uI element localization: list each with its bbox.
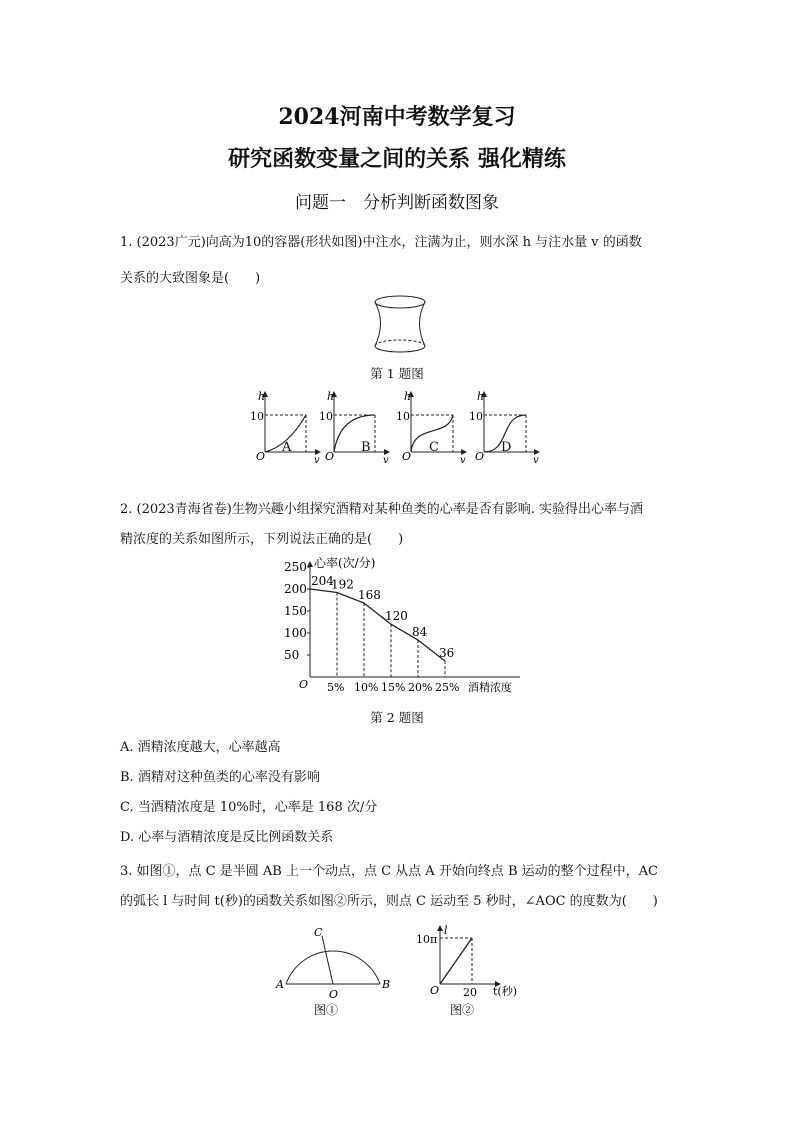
fig1-caption: 图①: [314, 1003, 339, 1017]
x-tick-label: 15%: [381, 681, 406, 694]
svg-text:v: v: [460, 455, 466, 466]
chart-xlabel: 酒精浓度: [468, 681, 512, 694]
chart-ylabel: 心率(次/分): [314, 556, 376, 570]
svg-text:h: h: [327, 390, 335, 403]
data-label: 204: [311, 574, 334, 588]
svg-text:10: 10: [469, 410, 483, 423]
graph-b: [319, 390, 389, 466]
svg-text:h: h: [404, 390, 412, 403]
svg-text:h: h: [477, 390, 485, 403]
chart-origin: O: [299, 678, 309, 691]
fig2-caption: 图②: [450, 1003, 475, 1017]
svg-text:A: A: [276, 978, 284, 991]
q2-text-line1: 2. (2023青海省卷)生物兴趣小组探究酒精对某种鱼类的心率是否有影响. 实验得出心率与酒: [120, 502, 644, 517]
svg-text:O: O: [329, 988, 339, 1001]
svg-text:O: O: [325, 450, 335, 463]
y-tick-label: 250: [284, 560, 307, 574]
svg-text:B: B: [382, 978, 391, 991]
q1-caption: 第 1 题图: [370, 366, 424, 381]
q1-text-line2: 关系的大致图象是( ): [120, 271, 261, 286]
y-tick-label: 200: [284, 582, 307, 596]
svg-text:10: 10: [319, 410, 333, 423]
y-tick-label: 150: [284, 604, 307, 618]
container-figure: [360, 288, 440, 358]
option-b-label: B: [361, 440, 371, 455]
q1-text-line1: 1. (2023广元)向高为10的容器(形状如图)中注水，注满为止，则水深 h 与注水量 v 的函数: [120, 235, 642, 250]
q2-text-line2: 精浓度的关系如图所示，下列说法正确的是( ): [120, 532, 404, 547]
semicircle-figure: [270, 922, 400, 1020]
svg-text:O: O: [430, 984, 440, 997]
data-label: 36: [439, 646, 455, 661]
q3-text-line1: 3. 如图①，点 C 是半圆 AB 上一个动点，点 C 从点 A 开始向终点 B 运动的整个过程中，AC: [120, 864, 658, 879]
arc-length-graph: [410, 922, 530, 1020]
y-tick-label: 100: [284, 626, 307, 640]
x-tick-label: 10%: [354, 681, 379, 694]
svg-text:10: 10: [396, 410, 410, 423]
svg-text:v: v: [314, 455, 320, 466]
q2-option-b: B. 酒精对这种鱼类的心率没有影响: [120, 770, 320, 785]
data-label: 168: [358, 588, 381, 603]
q2-option-d: D. 心率与酒精浓度是反比例函数关系: [120, 830, 334, 845]
option-d-label: D: [501, 440, 512, 455]
page-title: 2024河南中考数学复习: [278, 104, 516, 130]
svg-text:v: v: [383, 455, 389, 466]
svg-text:O: O: [475, 450, 485, 463]
page-subtitle: 研究函数变量之间的关系 强化精练: [228, 146, 566, 172]
svg-text:10π: 10π: [416, 933, 438, 946]
option-c-label: C: [429, 440, 439, 455]
y-tick-label: 50: [284, 648, 300, 662]
x-tick-label: 25%: [435, 681, 460, 694]
heart-rate-chart: [270, 550, 540, 700]
q2-option-c: C. 当酒精浓度是 10%时，心率是 168 次/分: [120, 800, 378, 815]
q2-caption: 第 2 题图: [370, 710, 424, 725]
data-label: 192: [331, 577, 354, 592]
q2-option-a: A. 酒精浓度越大，心率越高: [120, 740, 281, 755]
svg-text:O: O: [402, 450, 412, 463]
data-label: 84: [412, 625, 428, 640]
svg-text:O: O: [256, 450, 266, 463]
option-a-label: A: [282, 440, 292, 455]
a-y-label: h: [258, 390, 266, 403]
q3-text-line2: 的弧长 l 与时间 t(秒)的函数关系如图②所示，则点 C 运动至 5 秒时，∠AOC 的度数为( ): [120, 894, 658, 909]
data-label: 120: [385, 609, 408, 624]
x-tick-label: 20%: [408, 681, 433, 694]
svg-text:t(秒): t(秒): [493, 985, 518, 998]
svg-text:l: l: [444, 924, 448, 937]
svg-text:10: 10: [250, 410, 264, 423]
svg-text:20: 20: [463, 986, 477, 999]
svg-text:v: v: [533, 455, 539, 466]
svg-text:C: C: [314, 926, 323, 939]
x-tick-label: 5%: [327, 681, 345, 694]
section-heading: 问题一 分析判断函数图象: [295, 193, 499, 213]
